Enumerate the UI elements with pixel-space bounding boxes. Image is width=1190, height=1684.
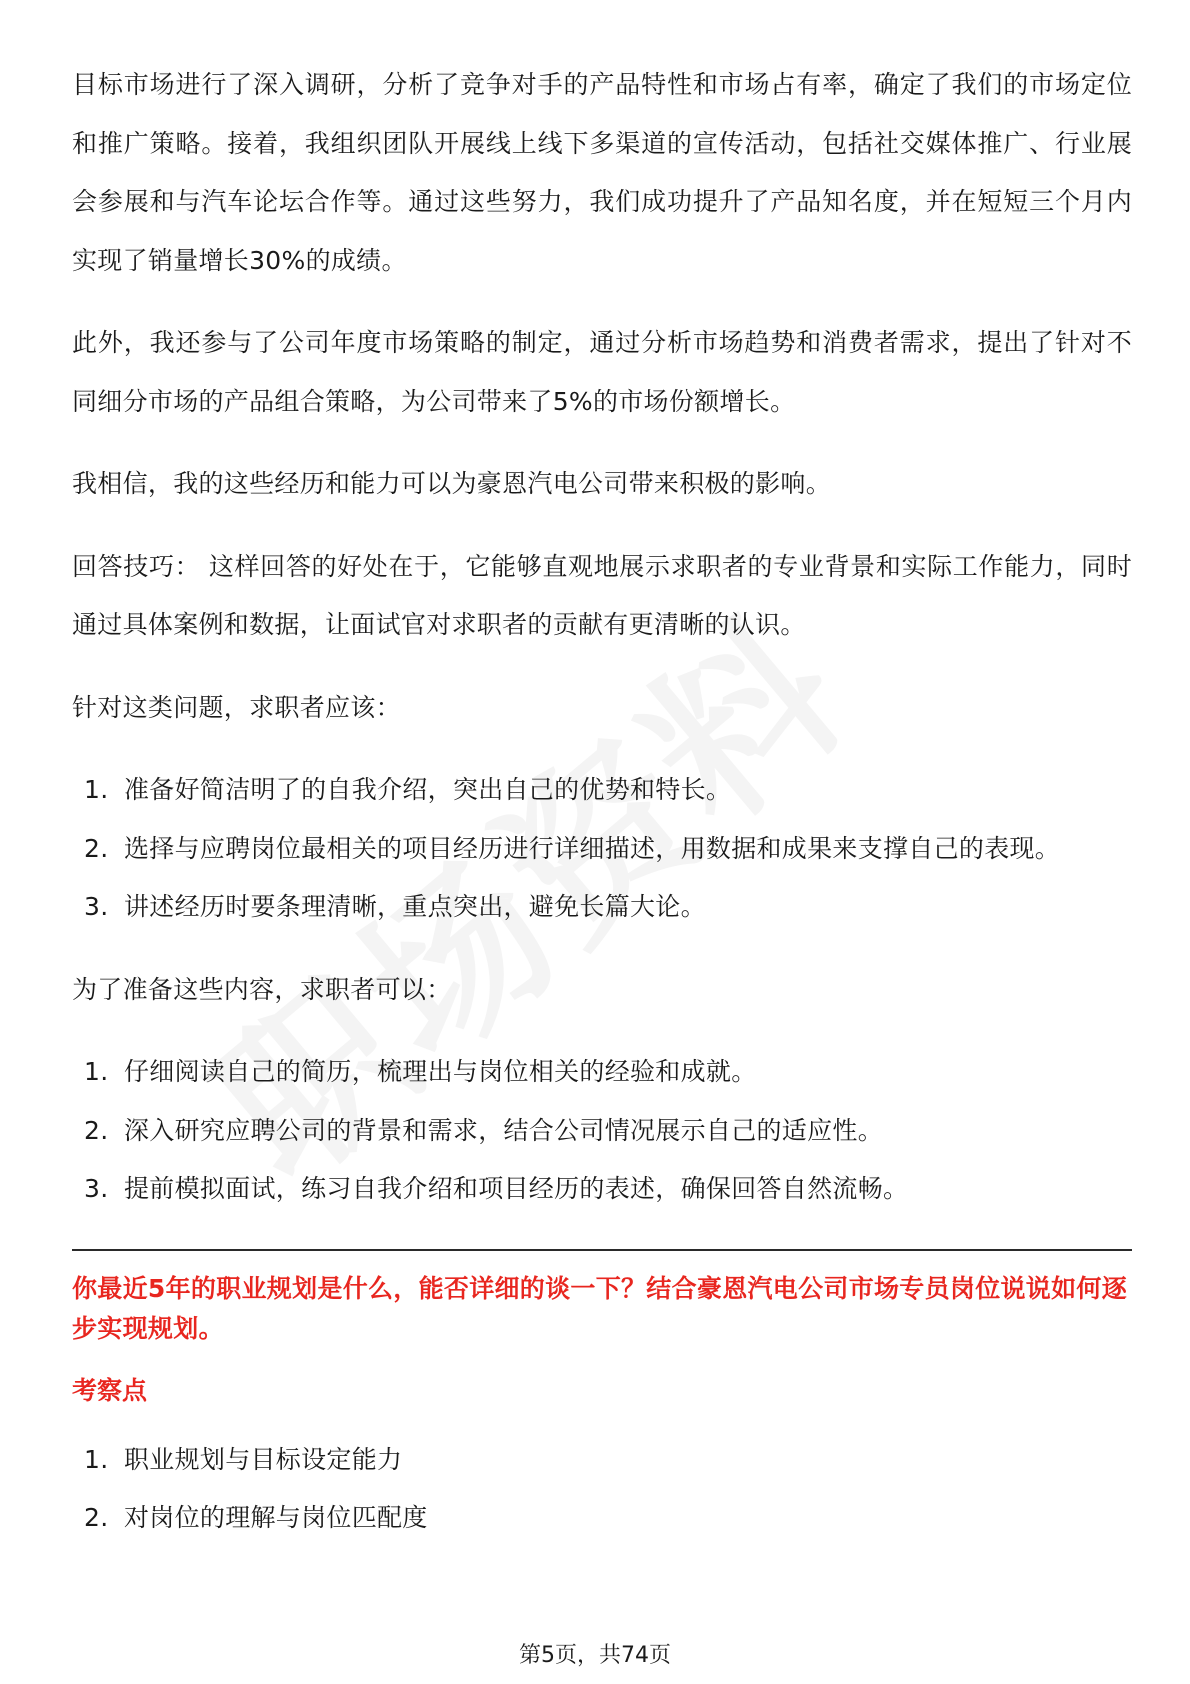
- list-item-text: 对岗位的理解与岗位匹配度: [124, 1503, 428, 1532]
- list-number: 2.: [84, 1503, 109, 1532]
- list-item-text: 选择与应聘岗位最相关的项目经历进行详细描述，用数据和成果来支撑自己的表现。: [124, 833, 1061, 863]
- paragraph: 为了准备这些内容，求职者可以：: [72, 974, 452, 1004]
- list-item-text: 讲述经历时要条理清晰，重点突出，避免长篇大论。: [124, 892, 706, 921]
- list-number: 1.: [84, 1057, 109, 1086]
- list-item: [72, 1431, 1132, 1490]
- list-number: 2.: [84, 1115, 109, 1145]
- list-number: 3.: [84, 892, 109, 921]
- list-item: [72, 1043, 1132, 1102]
- paragraph: 我相信，我的这些经历和能力可以为豪恩汽电公司带来积极的影响。: [72, 469, 832, 498]
- page-indicator: 第5页，共74页: [519, 1643, 671, 1668]
- list-item: [72, 1489, 1132, 1548]
- answer-tip-paragraph: 回答技巧： 这样回答的好处在于，它能够直观地展示求职者的专业背景和实际工作能力，同时通过具体案例和数据，让面试官对求职者的贡献有更清晰的认识。: [72, 551, 1132, 639]
- list-item: [72, 761, 1132, 820]
- list-item: [72, 1160, 1132, 1219]
- list-number: 1.: [84, 775, 109, 804]
- numbered-list: [72, 1043, 1132, 1219]
- section-label: 考察点: [72, 1375, 148, 1405]
- list-number: 1.: [84, 1444, 109, 1474]
- list-item-text: 仔细阅读自己的简历，梳理出与岗位相关的经验和成就。: [124, 1057, 757, 1086]
- list-item-text: 职业规划与目标设定能力: [124, 1444, 403, 1474]
- list-number: 2.: [84, 833, 109, 863]
- document-body: [72, 56, 1132, 1572]
- list-item-text: 准备好简洁明了的自我介绍，突出自己的优势和特长。: [124, 775, 732, 804]
- paragraph: 目标市场进行了深入调研，分析了竞争对手的产品特性和市场占有率，确定了我们的市场定位和推广策略。接着，我组织团队开展线上线下多渠道的宣传活动，包括社交媒体推广、行业展会参展和与汽车论坛合作等。通过这些努力，我们成功提升了产品知名度，并在短短三个月内实现了销量增长30%的成绩。: [72, 70, 1132, 275]
- section-divider: [72, 1249, 1132, 1251]
- list-item-text: 提前模拟面试，练习自我介绍和项目经历的表述，确保回答自然流畅。: [124, 1174, 909, 1203]
- list-item: [72, 820, 1132, 879]
- list-number: 3.: [84, 1174, 109, 1203]
- numbered-list: [72, 1431, 1132, 1548]
- list-item-text: 深入研究应聘公司的背景和需求，结合公司情况展示自己的适应性。: [124, 1115, 884, 1145]
- numbered-list: [72, 761, 1132, 937]
- paragraph: 此外，我还参与了公司年度市场策略的制定，通过分析市场趋势和消费者需求，提出了针对不同细分市场的产品组合策略，为公司带来了5%的市场份额增长。: [72, 328, 1132, 416]
- paragraph: 针对这类问题，求职者应该：: [72, 692, 401, 722]
- list-item: [72, 878, 1132, 937]
- list-item: [72, 1102, 1132, 1161]
- interview-question: 你最近5年的职业规划是什么，能否详细的谈一下？结合豪恩汽电公司市场专员岗位说说如何逐步实现规划。: [72, 1273, 1127, 1343]
